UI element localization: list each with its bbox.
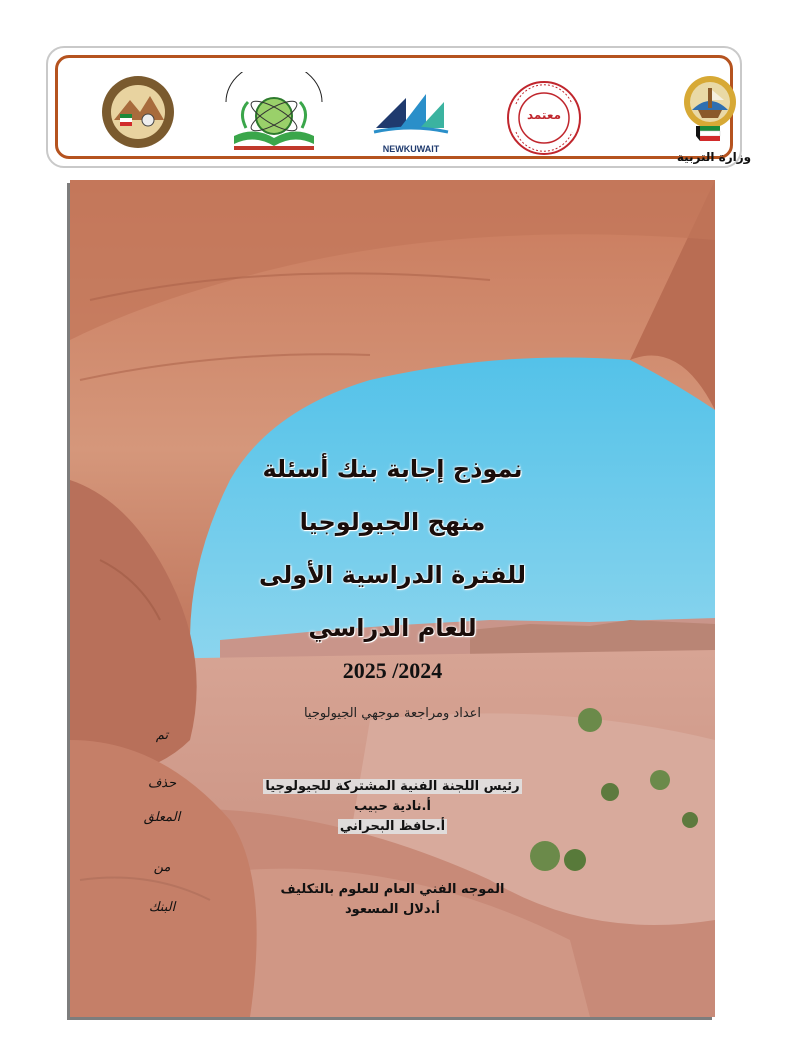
member-1: أ.نادية حبيب (354, 799, 431, 814)
committee-head-text: رئيس اللجنة الفنية المشتركة للجيولوجيا (265, 779, 520, 794)
cover-image (70, 180, 715, 1017)
ministry-label: وزارة التربية (676, 150, 752, 164)
geology-committee-logo (100, 74, 176, 150)
logos-header-border (55, 55, 752, 164)
handwritten-note-1: تم (155, 728, 169, 743)
title-line-4: للعام الدراسي (308, 614, 477, 642)
approved-stamp-logo (504, 78, 584, 158)
ministry-emblem-logo (676, 70, 752, 166)
handwritten-note-3: المعلق (143, 810, 181, 825)
logos-header (46, 46, 752, 168)
member-2-text: أ.حافظ البحراني (339, 819, 446, 834)
science-supervision-logo (216, 72, 332, 156)
handwritten-note-2: حذف (147, 776, 177, 791)
academic-year: 2025 /2024 (342, 658, 443, 683)
stamp-text: معتمد (526, 108, 562, 122)
title-line-2: منهج الجيولوجيا (299, 508, 486, 536)
title-line-3: للفترة الدراسية الأولى (258, 561, 527, 589)
supervisor-title: الموجه الفني العام للعلوم بالتكليف (280, 882, 505, 897)
handwritten-note-4: من (153, 860, 171, 875)
handwritten-note-5: البنك (148, 900, 176, 915)
newkuwait-logo (370, 84, 452, 162)
newkuwait-text: NEWKUWAIT (382, 144, 440, 154)
prepared-by: اعداد ومراجعة موجهي الجيولوجيا (303, 706, 482, 721)
supervisor-name: أ.دلال المسعود (345, 902, 440, 917)
title-line-1: نموذج إجابة بنك أسئلة (262, 455, 523, 483)
